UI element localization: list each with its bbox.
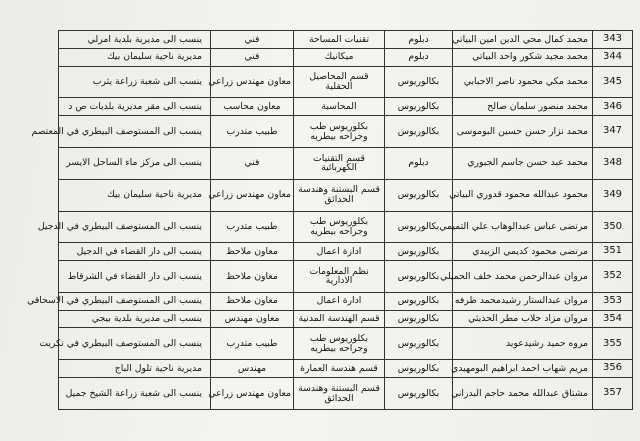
employee-name-cell: مروان مزاد حلاب مطر الحديثي	[453, 310, 593, 328]
row-number-cell: 353	[593, 292, 633, 310]
employee-name-cell: مروه حميد رشيدعويد	[453, 328, 593, 360]
row-number-cell: 352	[593, 261, 633, 293]
assignment-cell: ينسب الى مقر مديرية بلديات ص د	[59, 98, 211, 116]
employee-name-cell: مريم شهاب احمد ابراهيم البومهيدي	[453, 360, 593, 378]
table-row	[59, 261, 633, 293]
specialty-cell: ميكانيك	[294, 48, 385, 66]
table-row	[59, 328, 633, 360]
employee-name-cell: مرتضى عباس عبدالوهاب علي التميمي	[453, 211, 593, 243]
job-title-cell: فني	[211, 147, 294, 179]
specialty-cell: بكلوريوس طب وجراحه بيطريه	[294, 116, 385, 148]
job-title-cell: طبيب متدرب	[211, 328, 294, 360]
table-row	[59, 116, 633, 148]
row-number-cell: 356	[593, 360, 633, 378]
table-row	[59, 179, 633, 211]
assignment-cell: مديرية ناحية سليمان بيك	[59, 48, 211, 66]
specialty-cell: قسم البستنة وهندسة الحدائق	[294, 378, 385, 410]
assignment-cell: ينسب الى مركز ماء الساحل الايسر	[59, 147, 211, 179]
job-title-cell: طبيب متدرب	[211, 116, 294, 148]
employee-name-cell: محمد مجيد شكور واحد البياتي	[453, 48, 593, 66]
employee-name-cell: محمد نزار حسن حسين البوموسى	[453, 116, 593, 148]
degree-cell: بكالوريوس	[385, 292, 453, 310]
table-row	[59, 147, 633, 179]
degree-cell: بكالوريوس	[385, 98, 453, 116]
table-row	[59, 378, 633, 410]
job-title-cell: فني	[211, 48, 294, 66]
table-row	[59, 48, 633, 66]
assignment-cell: ينسب الى المستوصف البيطري في تكريت	[59, 328, 211, 360]
job-title-cell: معاون محاسب	[211, 98, 294, 116]
row-number-cell: 350	[593, 211, 633, 243]
employees-table	[27, 30, 633, 410]
specialty-cell: قسم هندسة العمارة	[294, 360, 385, 378]
job-title-cell: معاون مهندس زراعي	[211, 66, 294, 98]
assignment-cell: ينسب الى دار القضاء في الدجيل	[59, 243, 211, 261]
specialty-cell: قسم التقنيات الكهربائية	[294, 147, 385, 179]
job-title-cell: معاون مهندس زراعي	[211, 179, 294, 211]
specialty-cell: قسم البستنة وهندسة الحدائق	[294, 179, 385, 211]
table-row	[59, 31, 633, 49]
specialty-cell: المحاسبة	[294, 98, 385, 116]
row-number-cell: 344	[593, 48, 633, 66]
assignment-cell: ينسب الى مديرية بلدية بيجي	[59, 310, 211, 328]
specialty-cell: قسم المحاصيل الحقلية	[294, 66, 385, 98]
assignment-cell: ينسب الى شعبة زراعة الشيخ جميل	[59, 378, 211, 410]
employee-name-cell: محمد مكي محمود ناصر الاحبابي	[453, 66, 593, 98]
employee-name-cell: مروان عبدالستار رشيدمحمد طرفه	[453, 292, 593, 310]
table-row	[59, 211, 633, 243]
job-title-cell: معاون ملاحظ	[211, 243, 294, 261]
table-row	[59, 98, 633, 116]
employee-name-cell: محمد كمال محي الدين امين البياتي	[453, 31, 593, 49]
degree-cell: دبلوم	[385, 31, 453, 49]
degree-cell: بكالوريوس	[385, 310, 453, 328]
employee-name-cell: محمد عبد حسن جاسم الجبوري	[453, 147, 593, 179]
employee-name-cell: مرتضى محمود كديمي الزبيدي	[453, 243, 593, 261]
specialty-cell: ادارة اعمال	[294, 243, 385, 261]
row-number-cell: 354	[593, 310, 633, 328]
row-number-cell: 348	[593, 147, 633, 179]
specialty-cell: بكلوريوس طب وجراحه بيطريه	[294, 211, 385, 243]
row-number-cell: 347	[593, 116, 633, 148]
job-title-cell: معاون ملاحظ	[211, 292, 294, 310]
specialty-cell: تقنيات المساحة	[294, 31, 385, 49]
row-number-cell: 349	[593, 179, 633, 211]
assignment-cell: ينسب الى المستوصف البيطري في المعتصم	[59, 116, 211, 148]
assignment-cell: ينسب الى مديرية بلدية امرلي	[59, 31, 211, 49]
employee-name-cell: مروان عبدالرحمن محمد خلف الحميلي	[453, 261, 593, 293]
degree-cell: بكالوريوس	[385, 116, 453, 148]
table-row	[59, 360, 633, 378]
specialty-cell: نظم المعلومات الادارية	[294, 261, 385, 293]
row-number-cell: 346	[593, 98, 633, 116]
job-title-cell: فني	[211, 31, 294, 49]
assignment-cell: مديرية ناحية سليمان بيك	[59, 179, 211, 211]
specialty-cell: بكلوريوس طب وجراحه بيطريه	[294, 328, 385, 360]
degree-cell: بكالوريوس	[385, 360, 453, 378]
degree-cell: بكالوريوس	[385, 378, 453, 410]
assignment-cell: مديرية ناحية تلول الباج	[59, 360, 211, 378]
degree-cell: بكالوريوس	[385, 328, 453, 360]
job-title-cell: معاون ملاحظ	[211, 261, 294, 293]
job-title-cell: مهندس	[211, 360, 294, 378]
degree-cell: دبلوم	[385, 147, 453, 179]
row-number-cell: 351	[593, 243, 633, 261]
specialty-cell: قسم الهندسة المدنية	[294, 310, 385, 328]
degree-cell: بكالوريوس	[385, 243, 453, 261]
table-row	[59, 310, 633, 328]
assignment-cell: ينسب الى المستوصف البيطري في الدجيل	[59, 211, 211, 243]
row-number-cell: 345	[593, 66, 633, 98]
employee-name-cell: محمود عبدالله محمود قدوري البياتي	[453, 179, 593, 211]
job-title-cell: معاون مهندس زراعي	[211, 378, 294, 410]
row-number-cell: 357	[593, 378, 633, 410]
degree-cell: دبلوم	[385, 48, 453, 66]
row-number-cell: 343	[593, 31, 633, 49]
specialty-cell: ادارة اعمال	[294, 292, 385, 310]
degree-cell: بكالوريوس	[385, 66, 453, 98]
table-body	[27, 31, 633, 410]
row-number-cell: 355	[593, 328, 633, 360]
employee-name-cell: مشتاق عبدالله محمد حاجم البدراني	[453, 378, 593, 410]
job-title-cell: طبيب متدرب	[211, 211, 294, 243]
table-row	[59, 243, 633, 261]
assignment-cell: ينسب الى المستوصف البيطري في الاسحاقي	[59, 292, 211, 310]
assignment-cell: ينسب الى شعبة زراعة يثرب	[59, 66, 211, 98]
employee-name-cell: محمد منصور سلمان صالح	[453, 98, 593, 116]
degree-cell: بكالوريوس	[385, 211, 453, 243]
assignment-cell: ينسب الى دار القضاء في الشرقاط	[59, 261, 211, 293]
degree-cell: بكالوريوس	[385, 179, 453, 211]
job-title-cell: معاون مهندس	[211, 310, 294, 328]
table-row	[59, 292, 633, 310]
table-row	[59, 66, 633, 98]
degree-cell: بكالوريوس	[385, 261, 453, 293]
